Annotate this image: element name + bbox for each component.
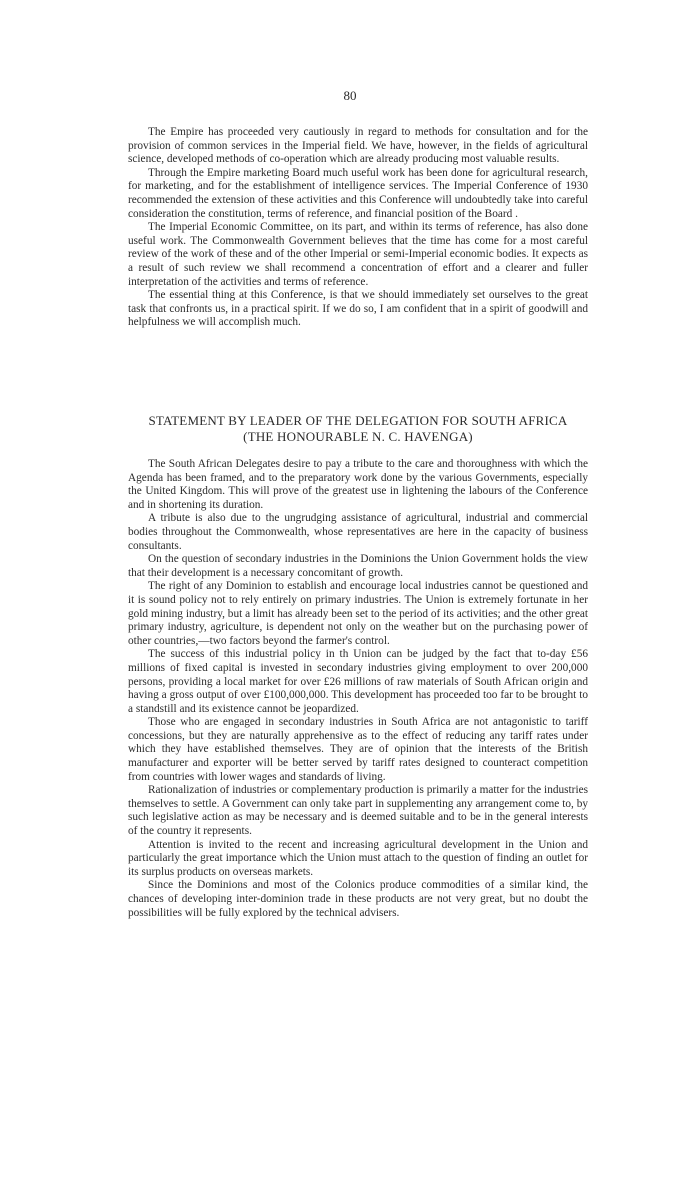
statement-section xyxy=(128,458,588,920)
section-heading-line2: (THE HONOURABLE N. C. HAVENGA) xyxy=(243,429,473,444)
section-heading-line1: STATEMENT BY LEADER OF THE DELEGATION FOR SOUTH AFRICA xyxy=(148,413,568,428)
paragraph: The right of any Dominion to establish and encourage local industries cannot be questioned and it is sound policy not to rely entirely on primary industries. The Union is extremely fortunate in her gold mining industry, but a limit has already been set to the period of its activities; and the other great primary industry, agriculture, is dependent not only on the weather but on the purchasing power of other countries,—two factors beyond the farmer's control. xyxy=(128,580,588,647)
paragraph: Attention is invited to the recent and increasing agricultural development in the Union and particularly the great importance which the Union must attach to the question of finding an outlet for its surplus products on overseas markets. xyxy=(128,838,588,878)
page-number: 80 xyxy=(343,88,357,103)
section-heading xyxy=(110,413,606,445)
paragraph: Since the Dominions and most of the Colonics produce commodities of a similar kind, the chances of developing inter-dominion trade in these products are not very great, but no doubt the possibilities will be fully explored by the technical advisers. xyxy=(128,879,588,919)
paragraph: Through the Empire marketing Board much useful work has been done for agricultural research, for marketing, and for the establishment of intelligence services. The Imperial Conference of 1930 recommended the extension of these activities and this Conference will undoubtedly take into careful consideration the constitution, terms of reference, and financial position of the Board . xyxy=(128,166,588,220)
paragraph: Rationalization of industries or complementary production is primarily a matter for the industries themselves to settle. A Government can only take part in supplementing any arrangement come to, by such legislative action as may be necessary and is deemed suitable and to be in the general interests of the country it represents. xyxy=(128,784,588,838)
paragraph: The Empire has proceeded very cautiously in regard to methods for consultation and for the provision of common services in the Imperial field. We have, however, in the fields of agricultural science, developed methods of co-operation which are already producing most valuable results. xyxy=(128,126,588,166)
intro-section xyxy=(128,126,588,330)
paragraph: The essential thing at this Conference, is that we should immediately set ourselves to the great task that confronts us, in a practical spirit. If we do so, I am confident that in a spirit of goodwill and helpfulness we will accomplish much. xyxy=(128,289,588,329)
paragraph: The success of this industrial policy in th Union can be judged by the fact that to-day £56 millions of fixed capital is invested in secondary industries giving employment to over 200,000 persons, providing a local market for over £26 millions of raw materials of South African origin and having a gross output of over £100,000,000. This development has proceeded too far to be brought to a standstill and its existence cannot be jeopardized. xyxy=(128,648,588,715)
paragraph: On the question of secondary industries in the Dominions the Union Government holds the view that their development is a necessary concomitant of growth. xyxy=(128,553,588,579)
paragraph: Those who are engaged in secondary industries in South Africa are not antagonistic to tariff concessions, but they are naturally apprehensive as to the effect of reducing any tariff rates under which they have established themselves. They are of opinion that the interests of the British manufacturer and exporter will be better served by tariff rates designed to counteract competition from countries with lower wages and standards of living. xyxy=(128,716,588,783)
paragraph: The South African Delegates desire to pay a tribute to the care and thoroughness with which the Agenda has been framed, and to the preparatory work done by the various Governments, especially the United Kingdom. This will prove of the greatest use in lightening the labours of the Conference and in shortening its duration. xyxy=(128,458,588,511)
paragraph: A tribute is also due to the ungrudging assistance of agricultural, industrial and commercial bodies throughout the Commonwealth, whose representatives are here in the capacity of business consultants. xyxy=(128,512,588,552)
paragraph: The Imperial Economic Committee, on its part, and within its terms of reference, has also done useful work. The Commonwealth Government believes that the time has come for a most careful review of the work of these and of the other Imperial or semi-Imperial economic bodies. It expects as a result of such review we shall recommend a concentration of effort and a clearer and fuller interpretation of the activities and terms of reference. xyxy=(128,221,588,288)
